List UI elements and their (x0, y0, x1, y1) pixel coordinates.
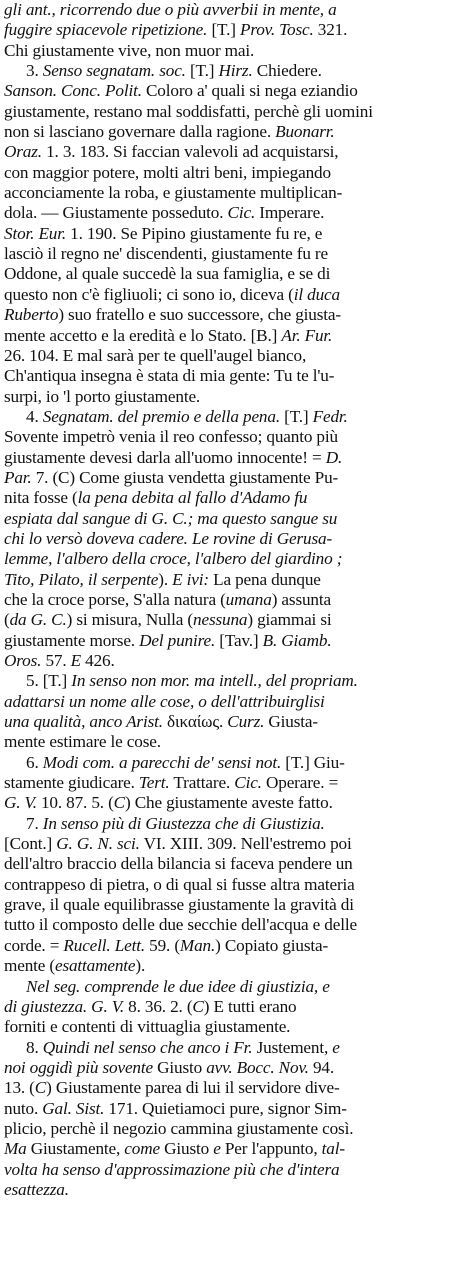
text-line: G. V. 10. 87. 5. (C) Che giustamente aveste fatto. (4, 793, 333, 813)
text-line: di giustezza. G. V. 8. 36. 2. (C) E tutti erano (4, 996, 297, 1016)
text-line: Oraz. 1. 3. 183. Si faccian valevoli ad acquistarsi, (4, 142, 339, 162)
text-line: Sovente impetrò venia il reo confesso; quanto più (4, 427, 338, 447)
text-line: espiata dal sangue di G. C.; ma questo sangue su (4, 508, 338, 528)
text-line: questo non c'è figliuoli; ci sono io, diceva (il duca (4, 284, 340, 304)
text-line: che la croce porse, S'alla natura (umana) assunta (4, 589, 331, 609)
text-line: [Cont.] G. G. N. sci. VI. XIII. 309. Nell'estremo poi (4, 834, 352, 854)
text-line: Ch'antiqua insegna è stata di mia gente: Tu te l'u- (4, 366, 335, 386)
text-line: Sanson. Conc. Polit. Coloro a' quali si nega eziandio (4, 81, 358, 101)
text-line: 26. 104. E mal sarà per te quell'augel bianco, (4, 345, 307, 365)
text-line: 5. [T.] In senso non mor. ma intell., del propriam. (26, 671, 358, 691)
text-line: adattarsi un nome alle cose, o dell'attribuirglisi (4, 691, 325, 711)
text-line: giustamente devesi darla all'uomo innocente! = D. (4, 447, 343, 467)
text-line: con maggior potere, molti altri beni, impiegando (4, 162, 331, 182)
text-line: Nel seg. comprende le due idee di giustizia, e (26, 976, 330, 996)
text-line: contrappeso di pietra, o di qual si fusse altra materia (4, 874, 355, 894)
text-line: Stor. Eur. 1. 190. Se Pipino giustamente fu re, e (4, 223, 323, 243)
text-line: 7. In senso più di Giustezza che di Giustizia. (26, 813, 325, 833)
text-line: Oddone, al quale succedè la sua famiglia, e se di (4, 264, 331, 284)
text-line: tutto il composto delle due secchie dell'acqua e delle (4, 915, 357, 935)
text-line: 4. Segnatam. del premio e della pena. [T.] Fedr. (26, 406, 348, 426)
text-line: nita fosse (la pena debita al fallo d'Adamo fu (4, 488, 308, 508)
text-line: dola. — Giustamente posseduto. Cic. Imperare. (4, 203, 325, 223)
text-line: grave, il quale equilibrasse giustamente la gravità di (4, 895, 354, 915)
text-line: Ma Giustamente, come Giusto e Per l'appunto, tal- (4, 1139, 345, 1159)
text-line: stamente giudicare. Tert. Trattare. Cic. Operare. = (4, 773, 339, 793)
text-line: chi lo versò doveva cadere. Le rovine di Gerusa- (4, 528, 333, 548)
text-line: esattezza. (4, 1179, 69, 1199)
text-line: dell'altro braccio della bilancia si faceva pendere un (4, 854, 353, 874)
text-line: 3. Senso segnatam. soc. [T.] Hirz. Chiedere. (26, 61, 322, 81)
text-line: una qualità, anco Arist. δικαίως. Curz. Giusta- (4, 712, 318, 732)
text-line: lemme, l'albero della croce, l'albero del giardino ; (4, 549, 343, 569)
text-line: mente (esattamente). (4, 956, 146, 976)
text-line: Ruberto) suo fratello e suo successore, che giusta- (4, 305, 341, 325)
text-line: volta ha senso d'approssimazione più che d'intera (4, 1159, 340, 1179)
text-line: 13. (C) Giustamente parea di lui il servidore dive- (4, 1078, 340, 1098)
text-line: lasciò il regno ne' discendenti, giustamente fu re (4, 244, 328, 264)
text-line: corde. = Rucell. Lett. 59. (Man.) Copiato giusta- (4, 935, 329, 955)
text-line: noi oggidì più sovente Giusto avv. Bocc. Nov. 94. (4, 1057, 334, 1077)
text-line: surpi, io 'l porto giustamente. (4, 386, 201, 406)
text-line: plicio, perchè il negozio cammina giustamente così. (4, 1118, 354, 1138)
text-line: Chi giustamente vive, non muor mai. (4, 40, 255, 60)
text-line: (da G. C.) si misura, Nulla (nessuna) giammai si (4, 610, 332, 630)
text-line: gli ant., ricorrendo due o più avverbii in mente, a (4, 0, 337, 19)
text-line: Tito, Pilato, il serpente). E ivi: La pena dunque (4, 569, 321, 589)
text-line: nuto. Gal. Sist. 171. Quietiamoci pure, signor Sim- (4, 1098, 347, 1118)
text-line: Oros. 57. E 426. (4, 651, 115, 670)
text-line: acconciamente la roba, e giustamente multiplican- (4, 183, 343, 203)
text-line: non si lasciano governare dalla ragione. Buonarr. (4, 122, 335, 142)
text-line: giustamente, restano mal soddisfatti, perchè gli uomini (4, 101, 373, 121)
text-line: fuggire spiacevole ripetizione. [T.] Prov. Tosc. 321. (4, 20, 348, 40)
text-line: giustamente morse. Del punire. [Tav.] B. Giamb. (4, 630, 332, 650)
text-line: mente accetto e la eredità e lo Stato. [B.] Ar. Fur. (4, 325, 333, 345)
text-line: Par. 7. (C) Come giusta vendetta giustamente Pu- (4, 467, 339, 487)
text-line: mente estimare le cose. (4, 732, 161, 752)
text-line: 8. Quindi nel senso che anco i Fr. Justement, e (26, 1037, 340, 1057)
text-line: forniti e contenti di vittuaglia giustamente. (4, 1017, 291, 1037)
text-line: 6. Modi com. a parecchi de' sensi not. [T.] Giu- (26, 752, 345, 772)
